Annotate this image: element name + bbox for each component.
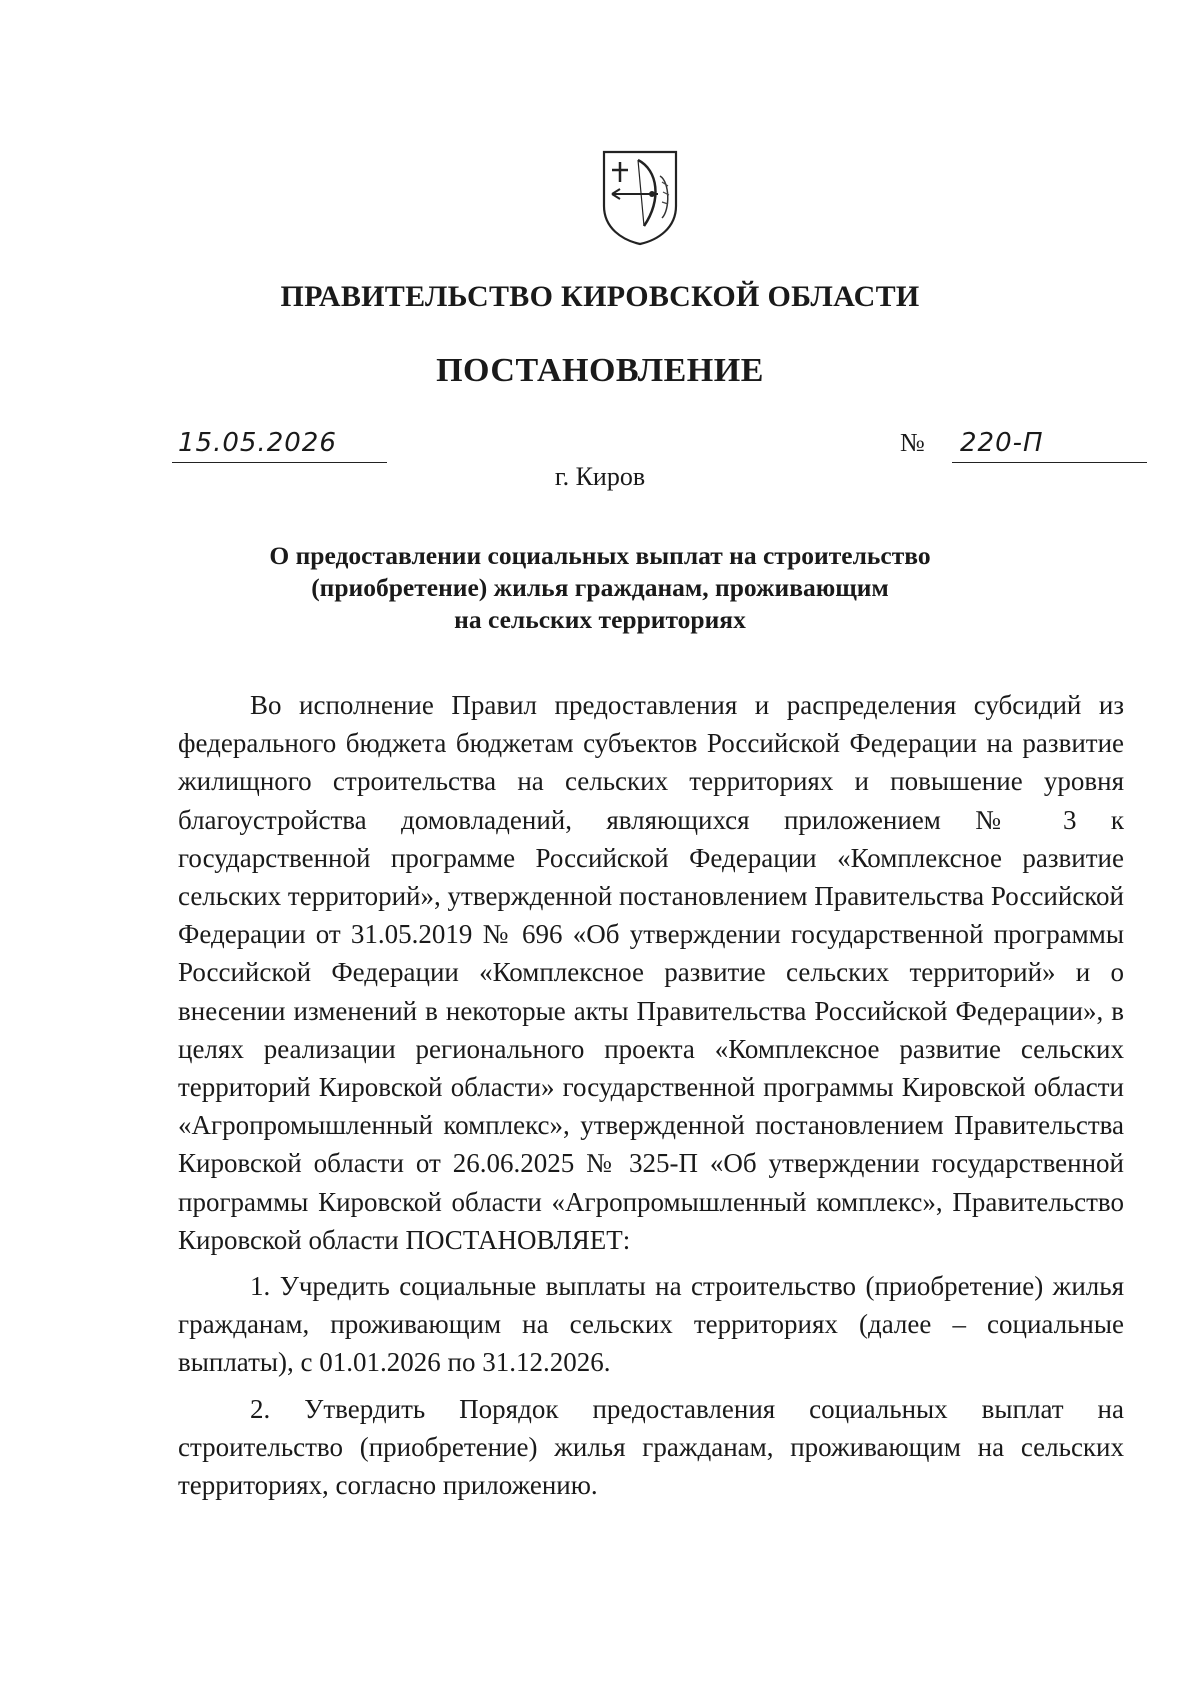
resolution-item-2: 2. Утвердить Порядок предоставления социальных выплат на строительство (приобретение) жилья гражданам, проживающим на сельских территориях, согласно приложению. — [178, 1393, 1124, 1501]
document-body — [178, 686, 1124, 1504]
document-number: 220-П — [960, 428, 1044, 458]
subject-line-2: (приобретение) жилья гражданам, проживающим — [311, 573, 889, 602]
document-number-field — [952, 428, 1147, 463]
document-date-field — [172, 428, 387, 463]
document-type-title: ПОСТАНОВЛЕНИЕ — [436, 352, 764, 389]
resolution-item-1: 1. Учредить социальные выплаты на строительство (приобретение) жилья гражданам, проживающим на сельских территориях (далее – социальные выплаты), с 01.01.2026 по 31.12.2026. — [178, 1271, 1124, 1378]
preamble-paragraph: Во исполнение Правил предоставления и распределения субсидий из федерального бюджета бюджетам субъектов Российской Федерации на развитие жилищного строительства на сельских территориях и повышение уровня благоустройства домовладений, являющихся приложением № 3 к государственной программе Российской Федерации «Комплексное развитие сельских территорий», утвержденной постановлением Правительства Российской Федерации от 31.05.2019 № 696 «Об утверждении государственной программы Российской Федерации «Комплексное развитие сельских территорий» и о внесении изменений в некоторые акты Правительства Российской Федерации», в целях реализации регионального проекта «Комплексное развитие сельских территорий Кировской области» государственной программы Кировской области «Агропромышленный комплекс», утвержденной постановлением Правительства Кировской области от 26.06.2025 № 325-П «Об утверждении государственной программы Кировской области «Агропромышленный комплекс», Правительство Кировской области ПОСТАНОВЛЯЕТ: — [178, 690, 1124, 1255]
organization-title: ПРАВИТЕЛЬСТВО КИРОВСКОЙ ОБЛАСТИ — [280, 280, 920, 313]
document-date: 15.05.2026 — [178, 428, 337, 458]
subject-line-1: О предоставлении социальных выплат на строительство — [269, 541, 931, 570]
kirov-coat-of-arms-icon — [600, 148, 680, 246]
subject-line-3: на сельских территориях — [454, 605, 746, 634]
city-name: г. Киров — [554, 462, 646, 491]
document-subject — [200, 540, 1000, 636]
number-sign: № — [900, 428, 925, 457]
